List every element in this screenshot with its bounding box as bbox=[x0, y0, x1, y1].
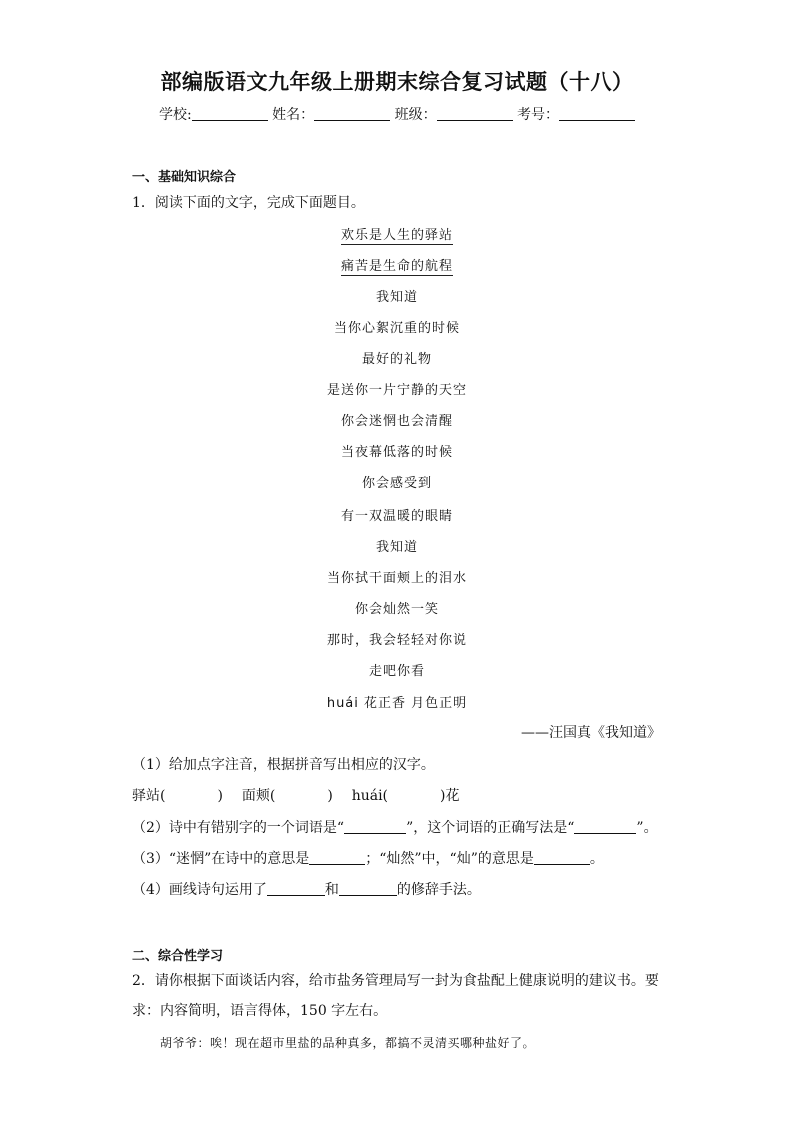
poem-line: 我知道 bbox=[375, 290, 418, 305]
poem-author: ——汪国真《我知道》 bbox=[521, 725, 661, 741]
poem-line: 当你拭干面颊上的泪水 bbox=[326, 571, 467, 586]
answer-blank[interactable] bbox=[344, 819, 406, 834]
poem-line: 是送你一片宁静的天空 bbox=[326, 383, 467, 398]
school-label: 学校: bbox=[158, 107, 192, 123]
item-mianjia: 面颊( bbox=[241, 788, 276, 804]
question-2: 2．请你根据下面谈话内容，给市盐务管理局写一封为食盐配上健康说明的建议书。要求：内容简明，语言得体，150 字左右。 bbox=[132, 973, 659, 1019]
sub-question-1: （1）给加点字注音，根据拼音写出相应的汉字。 bbox=[132, 757, 435, 773]
answer-blank[interactable] bbox=[574, 819, 636, 834]
poem-line: 有一双温暖的眼睛 bbox=[340, 509, 453, 524]
exam-no-blank[interactable] bbox=[559, 106, 635, 121]
poem-line: 那时，我会轻轻对你说 bbox=[326, 633, 467, 648]
poem-line: 我知道 bbox=[375, 540, 418, 555]
poem-line: 你会灿然一笑 bbox=[354, 602, 439, 617]
sub-question-1-items: 驿站( ) 面颊( ) huái( )花 bbox=[132, 788, 460, 804]
name-blank[interactable] bbox=[314, 106, 390, 121]
answer-blank[interactable] bbox=[309, 850, 365, 865]
poem-line: huái 花正香 月色正明 bbox=[326, 696, 468, 711]
student-info-line bbox=[0, 104, 794, 124]
dialog-line: 胡爷爷：唉！现在超市里盐的品种真多，都搞不灵清买哪种盐好了。 bbox=[160, 1036, 536, 1050]
school-blank[interactable] bbox=[192, 106, 268, 121]
poem-line: 走吧你看 bbox=[368, 664, 425, 679]
poem-line: 你会感受到 bbox=[361, 476, 432, 491]
sub-question-3: （3）“迷惘”在诗中的意思是 ；“灿然”中，“灿”的意思是 。 bbox=[132, 851, 604, 867]
answer-blank[interactable] bbox=[267, 881, 325, 896]
answer-blank[interactable] bbox=[534, 850, 590, 865]
exam-no-label: 考号： bbox=[517, 107, 560, 123]
poem-line: 你会迷惘也会清醒 bbox=[340, 414, 453, 429]
class-blank[interactable] bbox=[437, 106, 513, 121]
poem-line: 最好的礼物 bbox=[361, 352, 432, 367]
item-yizhan: 驿站( bbox=[132, 788, 166, 804]
item-huai: huái( bbox=[351, 788, 389, 804]
name-label: 姓名： bbox=[272, 107, 315, 123]
poem-line: 当夜幕低落的时候 bbox=[340, 445, 453, 460]
poem-line: 痛苦是生命的航程 bbox=[340, 259, 453, 274]
section2-heading: 二、综合性学习 bbox=[132, 949, 224, 964]
class-label: 班级： bbox=[394, 107, 437, 123]
answer-blank[interactable] bbox=[339, 881, 397, 896]
sub-question-4: （4）画线诗句运用了 和 的修辞手法。 bbox=[132, 882, 481, 898]
page-title: 部编版语文九年级上册期末综合复习试题（十八） bbox=[160, 69, 634, 94]
sub-question-2: （2）诗中有错别字的一个词语是“ ”，这个词语的正确写法是“ ”。 bbox=[132, 820, 658, 836]
poem-line: 欢乐是人生的驿站 bbox=[340, 228, 453, 243]
poem-line: 当你心絮沉重的时候 bbox=[333, 321, 460, 336]
question-1: 1．阅读下面的文字，完成下面题目。 bbox=[132, 195, 365, 211]
section1-heading: 一、基础知识综合 bbox=[132, 170, 237, 185]
